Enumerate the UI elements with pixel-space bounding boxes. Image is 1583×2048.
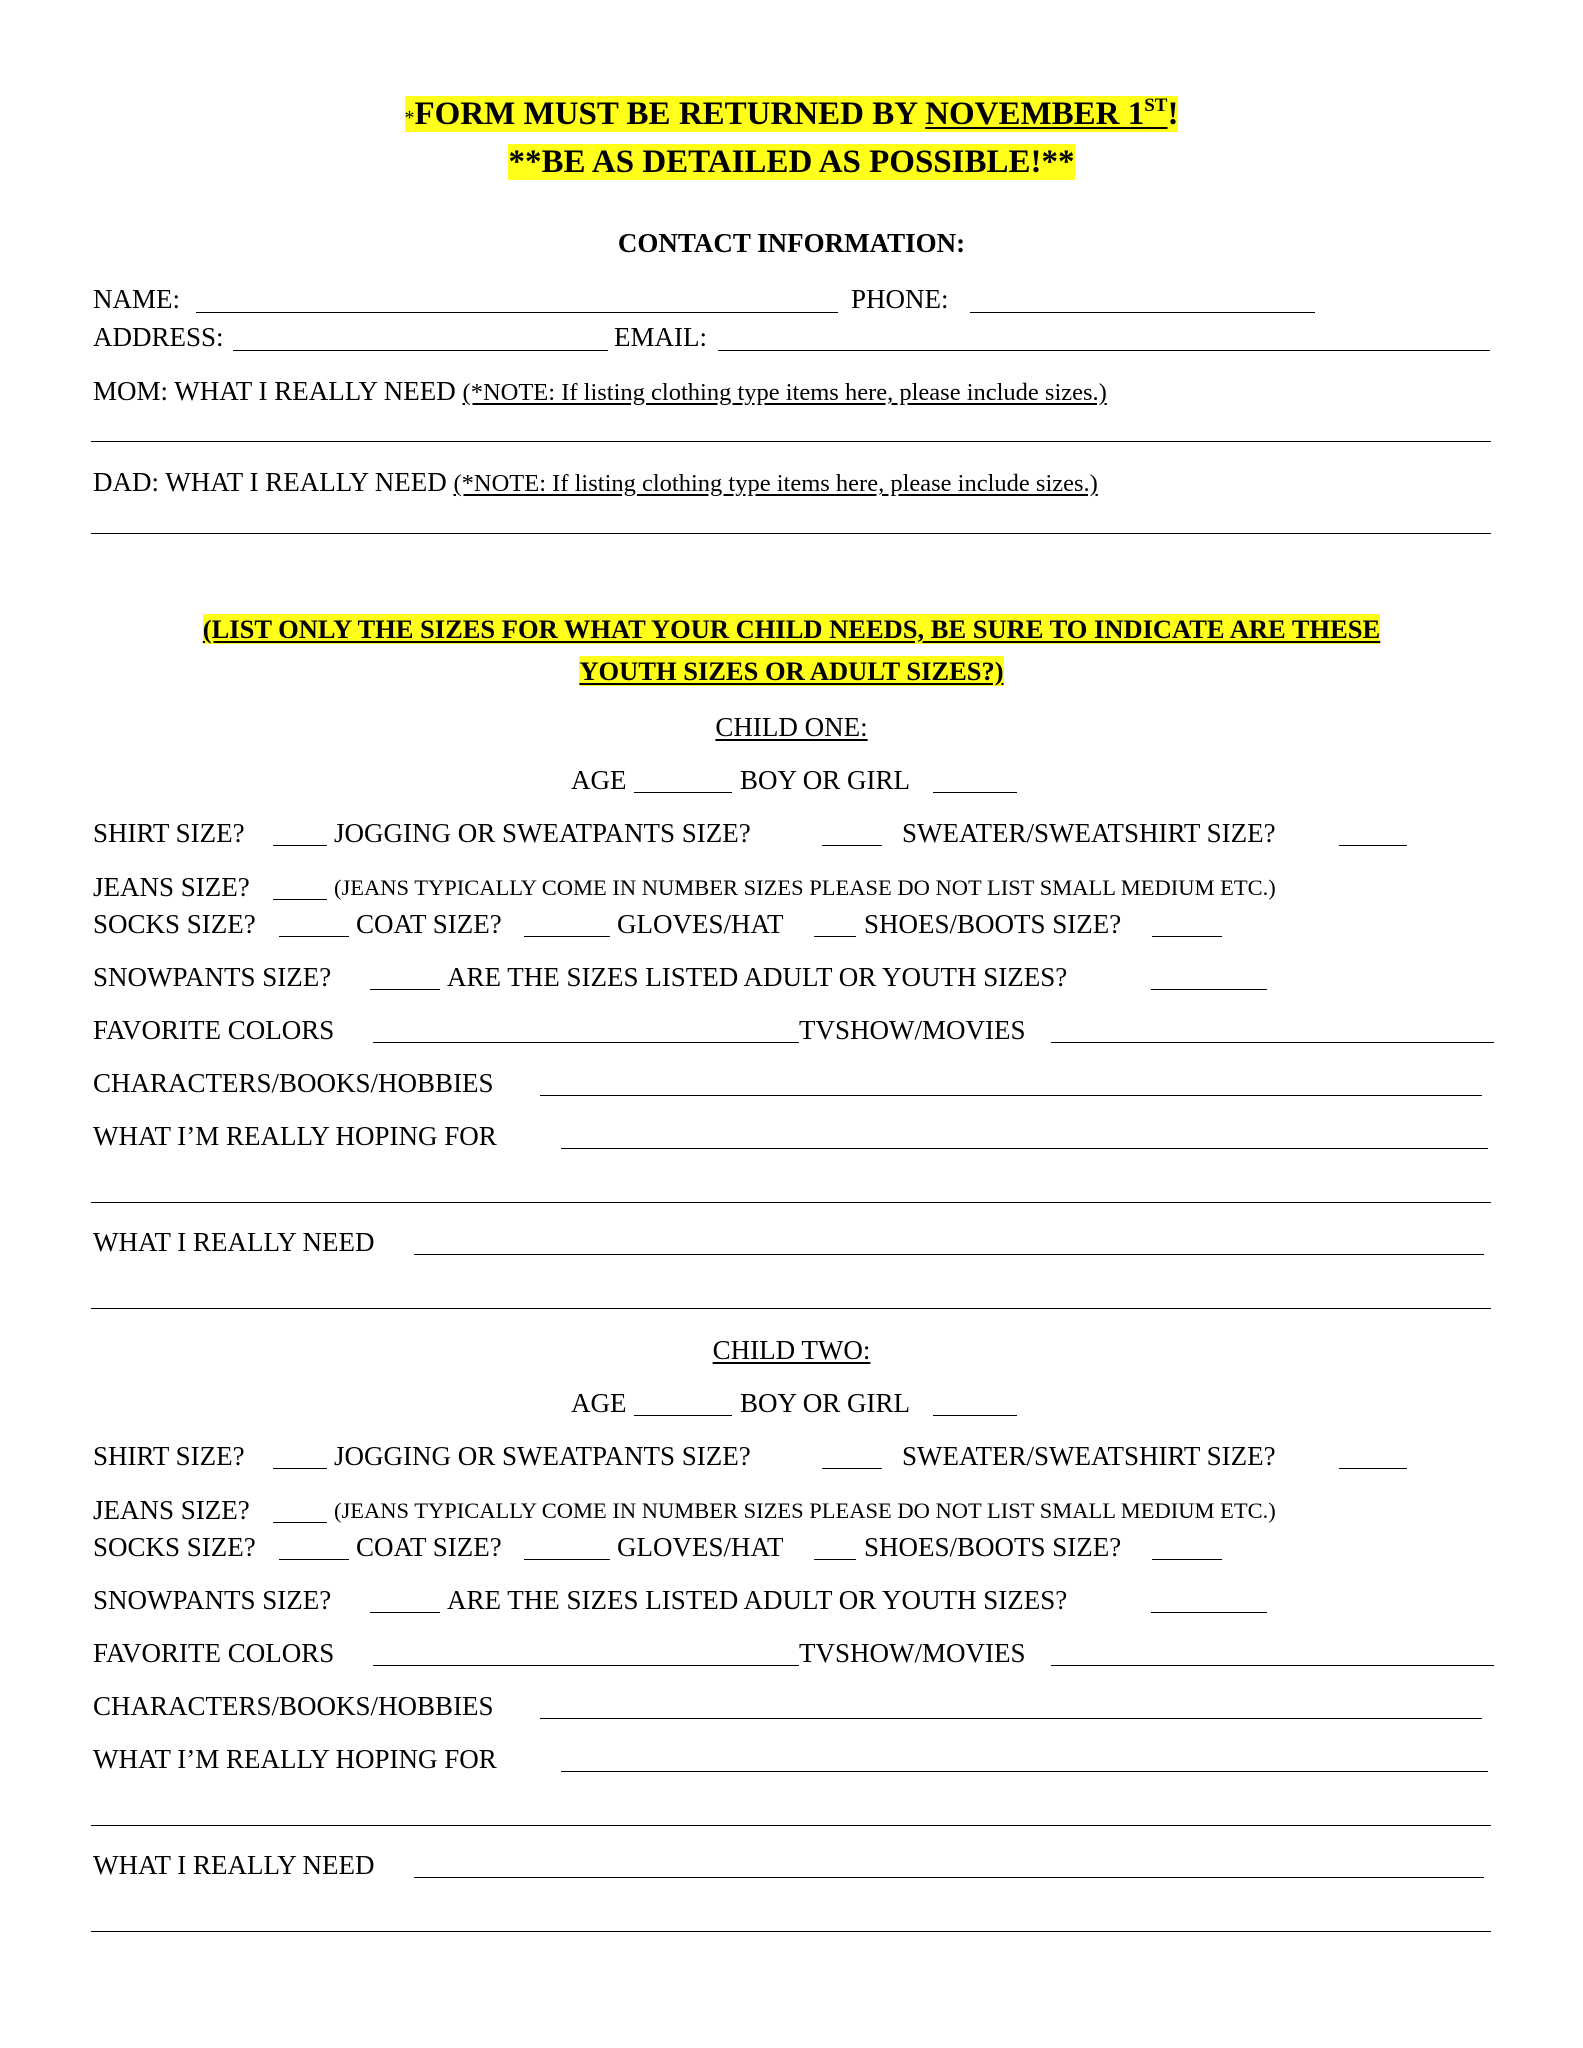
- coat-size-field[interactable]: [524, 936, 610, 937]
- jeans-size-label: JEANS SIZE?: [93, 872, 250, 902]
- hoping-for-field[interactable]: [561, 1148, 1488, 1149]
- gloves-hat-field[interactable]: [814, 936, 856, 937]
- socks-size-field[interactable]: [279, 1559, 349, 1560]
- contact-title: CONTACT INFORMATION:: [617, 228, 966, 258]
- dad-need-row: DAD: WHAT I REALLY NEED (*NOTE: If listing clothing type items here, please include sizes.): [93, 467, 1098, 497]
- favorite-colors-label: FAVORITE COLORS: [93, 1015, 335, 1045]
- need-field-line2[interactable]: [91, 1308, 1491, 1309]
- age-field[interactable]: [634, 1415, 732, 1416]
- tv-movies-label: TVSHOW/MOVIES: [799, 1015, 1026, 1045]
- characters-label: CHARACTERS/BOOKS/HOBBIES: [93, 1691, 494, 1721]
- snowpants-size-label: SNOWPANTS SIZE?: [93, 962, 332, 992]
- size-instruction-line2: YOUTH SIZES OR ADULT SIZES?): [579, 656, 1004, 686]
- mom-need-row: MOM: WHAT I REALLY NEED (*NOTE: If listing clothing type items here, please include sizes.): [93, 376, 1107, 406]
- dad-need-field[interactable]: [91, 533, 1491, 534]
- phone-label: PHONE:: [851, 284, 949, 314]
- gloves-hat-label: GLOVES/HAT: [617, 1532, 784, 1562]
- sweater-size-field[interactable]: [1339, 845, 1407, 846]
- favorite-colors-field[interactable]: [373, 1665, 799, 1666]
- tv-movies-field[interactable]: [1051, 1665, 1494, 1666]
- jogging-size-label: JOGGING OR SWEATPANTS SIZE?: [334, 818, 751, 848]
- shoes-size-label: SHOES/BOOTS SIZE?: [864, 909, 1122, 939]
- age-field[interactable]: [634, 792, 732, 793]
- address-field[interactable]: [233, 350, 608, 351]
- shoes-size-field[interactable]: [1152, 936, 1222, 937]
- adult-youth-label: ARE THE SIZES LISTED ADULT OR YOUTH SIZES?: [447, 1585, 1068, 1615]
- characters-field[interactable]: [540, 1095, 1482, 1096]
- need-label: WHAT I REALLY NEED: [93, 1850, 375, 1880]
- detail-heading: **BE AS DETAILED AS POSSIBLE!**: [508, 144, 1075, 180]
- address-label: ADDRESS:: [93, 322, 224, 352]
- hoping-for-label: WHAT I’M REALLY HOPING FOR: [93, 1744, 497, 1774]
- jogging-size-field[interactable]: [822, 1468, 882, 1469]
- gender-label: BOY OR GIRL: [740, 765, 911, 795]
- shirt-size-field[interactable]: [273, 845, 327, 846]
- favorite-colors-label: FAVORITE COLORS: [93, 1638, 335, 1668]
- adult-youth-label: ARE THE SIZES LISTED ADULT OR YOUTH SIZES?: [447, 962, 1068, 992]
- need-field[interactable]: [414, 1877, 1484, 1878]
- sweater-size-field[interactable]: [1339, 1468, 1407, 1469]
- sweater-size-label: SWEATER/SWEATSHIRT SIZE?: [902, 1441, 1276, 1471]
- mom-need-field[interactable]: [91, 441, 1491, 442]
- deadline-heading: [0, 96, 1583, 131]
- socks-size-label: SOCKS SIZE?: [93, 909, 256, 939]
- sweater-size-label: SWEATER/SWEATSHIRT SIZE?: [902, 818, 1276, 848]
- gender-label: BOY OR GIRL: [740, 1388, 911, 1418]
- size-instruction-line1: (LIST ONLY THE SIZES FOR WHAT YOUR CHILD NEEDS, BE SURE TO INDICATE ARE THESE: [202, 614, 1381, 644]
- coat-size-label: COAT SIZE?: [356, 1532, 502, 1562]
- age-label: AGE: [571, 765, 627, 795]
- jogging-size-field[interactable]: [822, 845, 882, 846]
- tv-movies-field[interactable]: [1051, 1042, 1494, 1043]
- hoping-for-field-line2[interactable]: [91, 1825, 1491, 1826]
- coat-size-field[interactable]: [524, 1559, 610, 1560]
- phone-field[interactable]: [970, 312, 1315, 313]
- socks-size-field[interactable]: [279, 936, 349, 937]
- shirt-size-field[interactable]: [273, 1468, 327, 1469]
- adult-youth-field[interactable]: [1151, 1612, 1267, 1613]
- jogging-size-label: JOGGING OR SWEATPANTS SIZE?: [334, 1441, 751, 1471]
- jeans-size-label: JEANS SIZE?: [93, 1495, 250, 1525]
- gender-field[interactable]: [933, 792, 1017, 793]
- deadline-date: NOVEMBER 1ST: [925, 95, 1168, 132]
- child-two-title: CHILD TWO:: [712, 1335, 871, 1365]
- jeans-note: (JEANS TYPICALLY COME IN NUMBER SIZES PLEASE DO NOT LIST SMALL MEDIUM ETC.): [334, 1498, 1276, 1523]
- gender-field[interactable]: [933, 1415, 1017, 1416]
- coat-size-label: COAT SIZE?: [356, 909, 502, 939]
- shoes-size-field[interactable]: [1152, 1559, 1222, 1560]
- adult-youth-field[interactable]: [1151, 989, 1267, 990]
- jeans-note: (JEANS TYPICALLY COME IN NUMBER SIZES PLEASE DO NOT LIST SMALL MEDIUM ETC.): [334, 875, 1276, 900]
- characters-field[interactable]: [540, 1718, 1482, 1719]
- snowpants-size-label: SNOWPANTS SIZE?: [93, 1585, 332, 1615]
- need-label: WHAT I REALLY NEED: [93, 1227, 375, 1257]
- email-label: EMAIL:: [614, 322, 707, 352]
- jeans-size-field[interactable]: [273, 899, 327, 900]
- hoping-for-label: WHAT I’M REALLY HOPING FOR: [93, 1121, 497, 1151]
- gloves-hat-label: GLOVES/HAT: [617, 909, 784, 939]
- shirt-size-label: SHIRT SIZE?: [93, 1441, 245, 1471]
- shirt-size-label: SHIRT SIZE?: [93, 818, 245, 848]
- tv-movies-label: TVSHOW/MOVIES: [799, 1638, 1026, 1668]
- child-one-title: CHILD ONE:: [715, 712, 868, 742]
- jeans-size-field[interactable]: [273, 1522, 327, 1523]
- snowpants-size-field[interactable]: [370, 989, 440, 990]
- gloves-hat-field[interactable]: [814, 1559, 856, 1560]
- favorite-colors-field[interactable]: [373, 1042, 799, 1043]
- shoes-size-label: SHOES/BOOTS SIZE?: [864, 1532, 1122, 1562]
- snowpants-size-field[interactable]: [370, 1612, 440, 1613]
- need-field-line2[interactable]: [91, 1931, 1491, 1932]
- need-field[interactable]: [414, 1254, 1484, 1255]
- hoping-for-field-line2[interactable]: [91, 1202, 1491, 1203]
- name-label: NAME:: [93, 284, 180, 314]
- socks-size-label: SOCKS SIZE?: [93, 1532, 256, 1562]
- age-label: AGE: [571, 1388, 627, 1418]
- name-field[interactable]: [196, 312, 838, 313]
- hoping-for-field[interactable]: [561, 1771, 1488, 1772]
- email-field[interactable]: [718, 350, 1490, 351]
- characters-label: CHARACTERS/BOOKS/HOBBIES: [93, 1068, 494, 1098]
- deadline-highlight: *FORM MUST BE RETURNED BY NOVEMBER 1ST!: [404, 95, 1179, 132]
